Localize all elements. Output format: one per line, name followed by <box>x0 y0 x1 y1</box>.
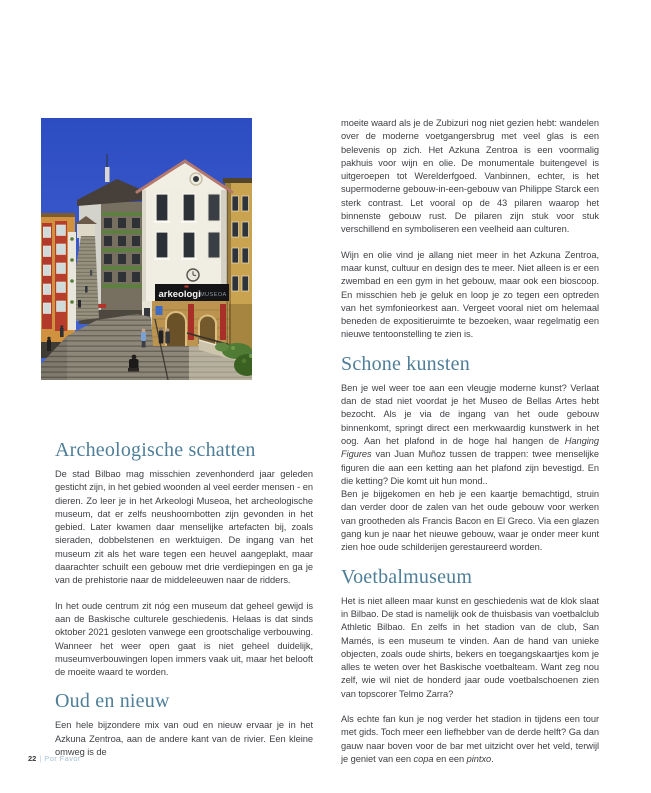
building-museum <box>137 161 232 348</box>
text-run-italic-hanging-figures: Hanging Figures <box>341 435 599 460</box>
museum-sign <box>155 284 229 301</box>
paragraph-oud-en-nieuw: Een hele bijzondere mix van oud en nieuw ervaar je in het Azkuna Zentroa, aan de andere kant van de rivier. Een kleine omweg is de <box>55 720 313 758</box>
museum-sign-text: arkeologi <box>158 289 201 300</box>
text-run: van Juan Muñoz tussen de trappen: twee menselijke figuren die aan een ketting aan het plafond zijn bevestigd. En die ketting? Die komt uit hun mond.. <box>341 449 599 486</box>
paragraph-archeologie-2: In het oude centrum zit nóg een museum dat geheel gewijd is aan de Baskische culturele geschiedenis. Helaas is dat sinds oktober 2021 gesloten vanwege een grootschalige verbouwing. Wanneer het weer open gaat is niet geheel duidelijk, museumverbouwingen lopen immers vaak uit, maar het belooft de moeite waard te worden. <box>55 600 313 678</box>
museum-sign-subtext: MUSEOA <box>200 292 227 298</box>
section-heading-oud-en-nieuw: Oud en nieuw <box>55 690 170 713</box>
bilbao-street-photo <box>41 118 252 380</box>
left-column <box>55 440 313 771</box>
text-run: . <box>491 753 494 764</box>
section-heading-archeologische-schatten: Archeologische schatten <box>55 439 256 461</box>
section-heading-schone-kunsten: Schone kunsten <box>341 352 470 375</box>
text-run: Als echte fan kun je nog verder het stadion in tijdens een tour met gids. Toch meer een liefhebber van de derde helft? Ga dan gauw naar boven voor de bar met uitzicht over het veld, terwijl je geniet van een <box>341 713 599 764</box>
right-column <box>341 117 599 778</box>
text-run: Ben je wel weer toe aan een vleugje moderne kunst? Verlaat dan de stad niet voordat je het Museo de Bellas Artes hebt bezocht. Als je via de ingang van het oude gebouw binnenkomt, springt direct een merkwaardig kunstwerk in het oog. Aan het plafond in de hoge hal hangen de <box>341 382 599 446</box>
text-run-italic-copa: copa <box>413 753 434 764</box>
section-heading-voetbalmuseum: Voetbalmuseum <box>341 565 473 588</box>
page-footer <box>28 754 81 764</box>
paragraph-azkuna-1: moeite waard als je de Zubizuri nog niet gezien hebt: wandelen over de moderne voetgangersbrug met veel glas is een belevenis op zich. Het Azkuna Zentroa is een voormalig pakhuis voor wijn en olie. De monumentale buitengevel is uitgeroepen tot Werelderfgoed. Vanbinnen, echter, is het supermoderne gebouw-in-een-gebouw van Philippe Starck een sterk contrast. Let vooral op de 43 pilaren waarop het binnenste gebouw rust. De pilaren zijn stuk voor stuk verschillend en symboliseren een veelheid aan culturen. <box>341 118 599 235</box>
book-title: Por Favor <box>44 754 81 763</box>
footer-separator: | <box>39 754 42 763</box>
bilbao-street-illustration <box>41 118 252 380</box>
paragraph-archeologie-1: De stad Bilbao mag misschien zevenhonderd jaar geleden gesticht zijn, in het gebied woonden al veel eerder mensen - en dieren. Zo leer je in het Arkeologi Museoa, het archeologische museum, dat er zelfs neushoornbotten zijn gevonden in het gebied. Later kwamen daar menselijke artefacten bij, zoals sieraden, dobbelstenen en werktuigen. De ingang van het museum zit als het ware tegen een heuvel aangeplakt, maar daarachter schuilt een gebouw met drie verdiepingen en ga je van de prehistorie naar de middeleeuwen naar de ridders. <box>55 469 313 586</box>
paragraph-voetbal-2 <box>341 713 599 766</box>
paragraph-azkuna-2: Wijn en olie vind je allang niet meer in het Azkuna Zentroa, maar kunst, cultuur en design des te meer. Niet alleen is er een zwembad en een gym in het gebouw, maar ook een bioscoop. En misschien heb je geluk en loop je zo tegen een optreden van het symfonieorkest aan. Vergeet vooral niet om helemaal beneden de expositieruimte te bezoeken, waar regelmatig een nieuwe tentoonstelling te zien is. <box>341 249 599 340</box>
paragraph-bellas-artes-2: Ben je bijgekomen en heb je een kaartje bemachtigd, struin dan verder door de zalen van het oude gebouw voor werken van grootheden als Francis Bacon en El Greco. Via een glazen gang kun je naar het nieuwe gebouw, waar je onder meer kunt zien hoe oude schilderijen gerestaureerd worden. <box>341 489 599 553</box>
text-run: en een <box>433 753 467 764</box>
text-run-italic-pintxo: pintxo <box>466 753 492 764</box>
paragraph-voetbal-1: Het is niet alleen maar kunst en geschiedenis wat de klok slaat in Bilbao. De stad is namelijk ook de thuisbasis van voetbalclub Athletic Bilbao. En zelfs in het stadion van de club, San Mamés, is een museum te vinden. Aan de hand van unieke objecten, zoals oude shirts, bekers en toegangskaartjes kom je alles te weten over het Baskische voetbalteam. Want zeg nou zelf, wie wil niet de honderd jaar oude voetbalschoenen zien van topscorer Telmo Zarra? <box>341 595 599 699</box>
paragraph-bellas-artes-1 <box>341 382 599 488</box>
page-number: 22 <box>28 754 37 763</box>
